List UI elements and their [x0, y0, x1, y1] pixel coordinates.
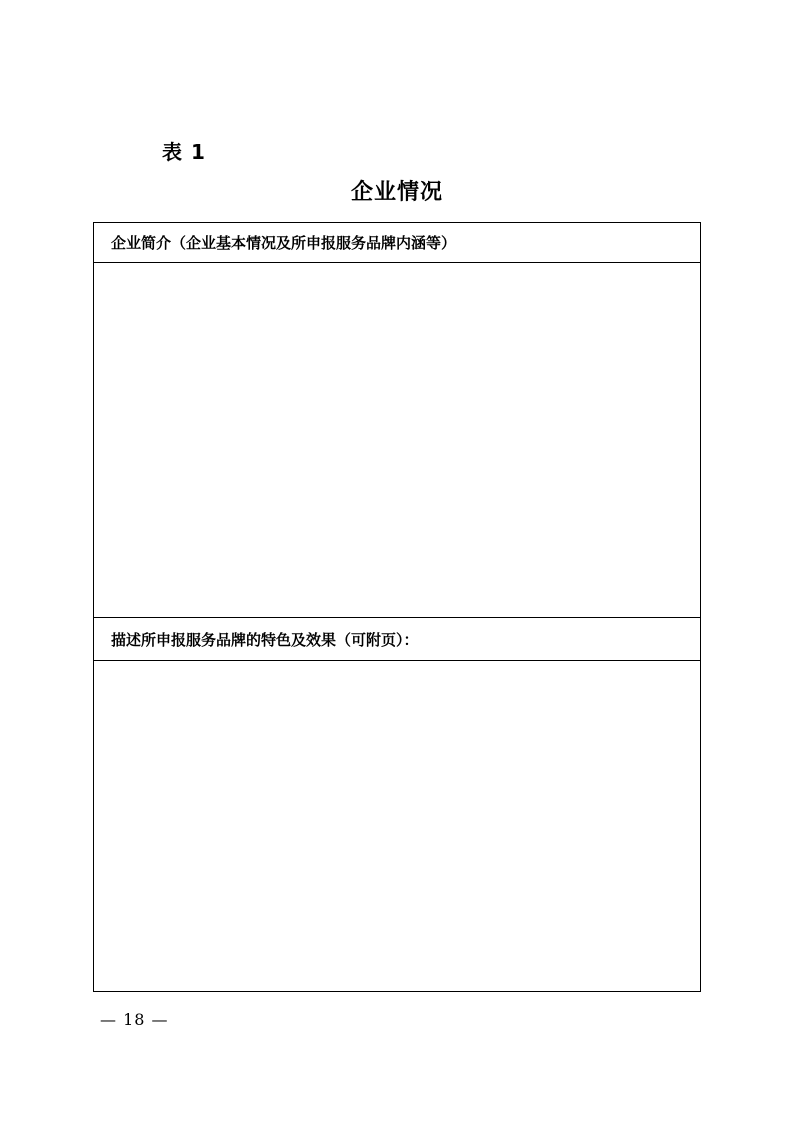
page-title: 企业情况 — [350, 180, 443, 205]
brand-features-label: 描述所申报服务品牌的特色及效果（可附页）： — [94, 618, 700, 661]
brand-features-field[interactable] — [94, 661, 700, 991]
enterprise-info-table — [93, 222, 701, 992]
page-number: — 18 — — [100, 1010, 169, 1029]
company-profile-label: 企业简介（企业基本情况及所申报服务品牌内涵等） — [94, 223, 700, 263]
company-profile-field[interactable] — [94, 263, 700, 618]
table-number-label: 表 1 — [162, 140, 206, 164]
